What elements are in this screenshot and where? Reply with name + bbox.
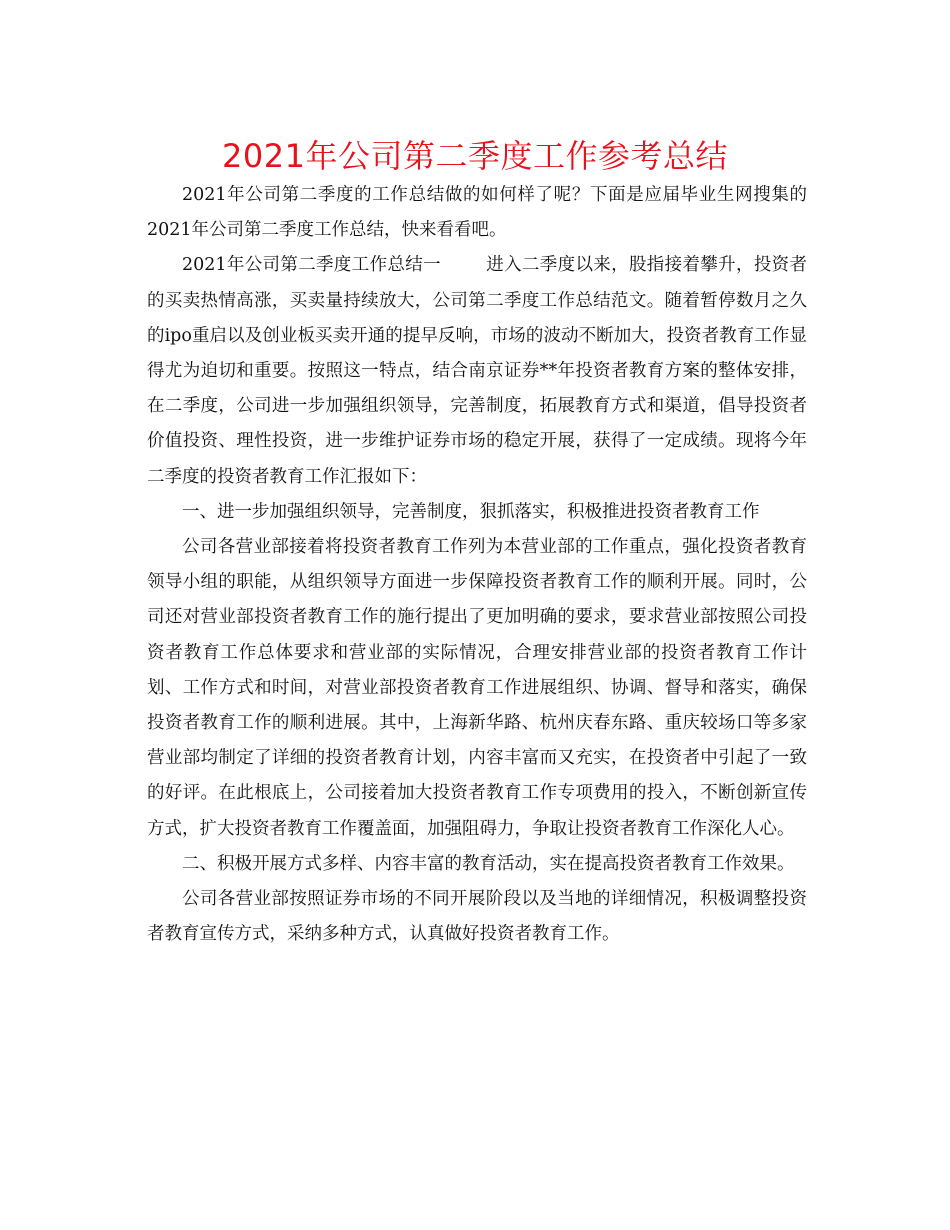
section-paragraph-2: 公司各营业部按照证券市场的不同开展阶段以及当地的详细情况，积极调整投资者教育宣传方式，采纳多种方式，认真做好投资者教育工作。	[147, 889, 807, 945]
intro-paragraph: 2021年公司第二季度的工作总结做的如何样了呢？下面是应届毕业生网搜集的2021年公司第二季度工作总结，快来看看吧。	[147, 185, 807, 241]
section-heading-2: 二、积极开展方式多样、内容丰富的教育活动，实在提高投资者教育工作效果。	[182, 853, 795, 874]
summary-paragraph-1	[147, 248, 807, 494]
section-paragraph-1: 公司各营业部接着将投资者教育工作列为本营业部的工作重点，强化投资者教育领导小组的职能，从组织领导方面进一步保障投资者教育工作的顺利开展。同时，公司还对营业部投资者教育工作的施行提出了更加明确的要求，要求营业部按照公司投资者教育工作总体要求和营业部的实际情况，合理安排营业部的投资者教育工作计划、工作方式和时间，对营业部投资者教育工作进展组织、协调、督导和落实，确保投资者教育工作的顺利进展。其中，上海新华路、杭州庆春东路、重庆较场口等多家营业部均制定了详细的投资者教育计划，内容丰富而又充实，在投资者中引起了一致的好评。在此根底上，公司接着加大投资者教育工作专项费用的投入，不断创新宣传方式，扩大投资者教育工作覆盖面，加强阻碍力，争取让投资者教育工作深化人心。	[147, 537, 807, 839]
section-heading-1: 一、进一步加强组织领导，完善制度，狠抓落实，积极推进投资者教育工作	[182, 501, 760, 522]
summary-heading: 2021年公司第二季度工作总结一	[182, 255, 441, 276]
document-body	[147, 178, 807, 952]
summary-text: 进入二季度以来，股指接着攀升，投资者的买卖热情高涨，买卖量持续放大，公司第二季度工作总结范文。随着暂停数月之久的ipo重启以及创业板买卖开通的提早反响，市场的波动不断加大，投资者教育工作显得尤为迫切和重要。按照这一特点，结合南京证券**年投资者教育方案的整体安排，在二季度，公司进一步加强组织领导，完善制度，拓展教育方式和渠道，倡导投资者价值投资、理性投资，进一步维护证券市场的稳定开展，获得了一定成绩。现将今年二季度的投资者教育工作汇报如下：	[147, 255, 807, 487]
document-title: 2021年公司第二季度工作参考总结	[222, 137, 728, 175]
